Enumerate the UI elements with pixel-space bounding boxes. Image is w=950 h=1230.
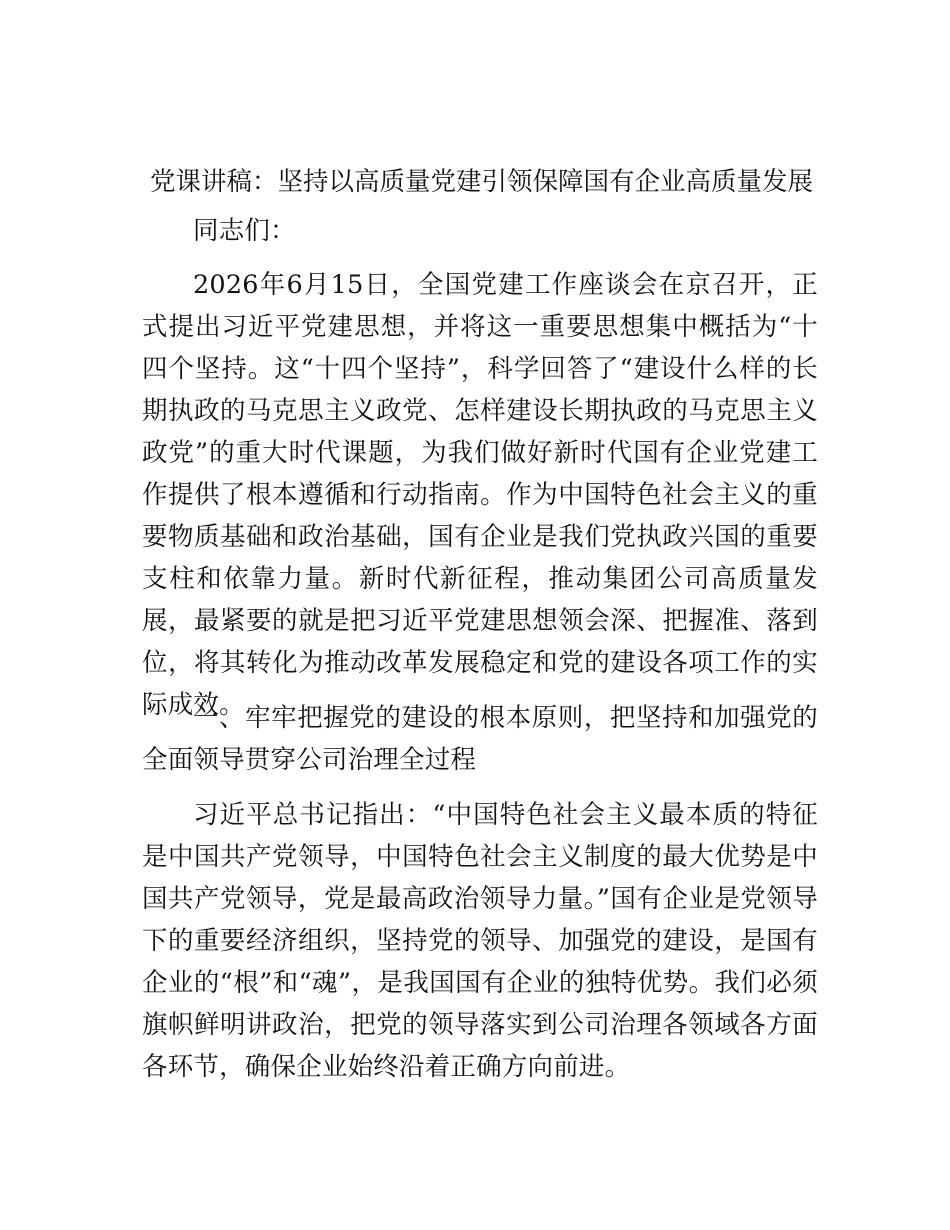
section-heading: 一、牢牢把握党的建设的根本原则，把坚持和加强党的全面领导贯穿公司治理全过程 [142, 703, 818, 775]
salutation: 同志们： [193, 216, 296, 246]
body-paragraph: 2026年6月15日，全国党建工作座谈会在京召开，正式提出习近平党建思想，并将这一重要思想集中概括为“十四个坚持。这“十四个坚持”，科学回答了“建设什么样的长期执政的马克思主义政党、怎样建设长期执政的马克思主义政党”的重大时代课题，为我们做好新时代国有企业党建工作提供了根本遵循和行动指南。作为中国特色社会主义的重要物质基础和政治基础，国有企业是我们党执政兴国的重要支柱和依靠力量。新时代新征程，推动集团公司高质量发展，最紧要的就是把习近平党建思想领会深、把握准、落到位，将其转化为推动改革发展稳定和党的建设各项工作的实际成效。 [142, 270, 818, 720]
body-paragraph: 习近平总书记指出：“中国特色社会主义最本质的特征是中国共产党领导，中国特色社会主义制度的最大优势是中国共产党领导，党是最高政治领导力量。”国有企业是党领导下的重要经济组织，坚持党的领导、加强党的建设，是国有企业的“根”和“魂”，是我国国有企业的独特优势。我们必须旗帜鲜明讲政治，把党的领导落实到公司治理各领域各方面各环节，确保企业始终沿着正确方向前进。 [142, 800, 818, 1082]
document-title: 党课讲稿：坚持以高质量党建引领保障国有企业高质量发展 [150, 167, 814, 197]
